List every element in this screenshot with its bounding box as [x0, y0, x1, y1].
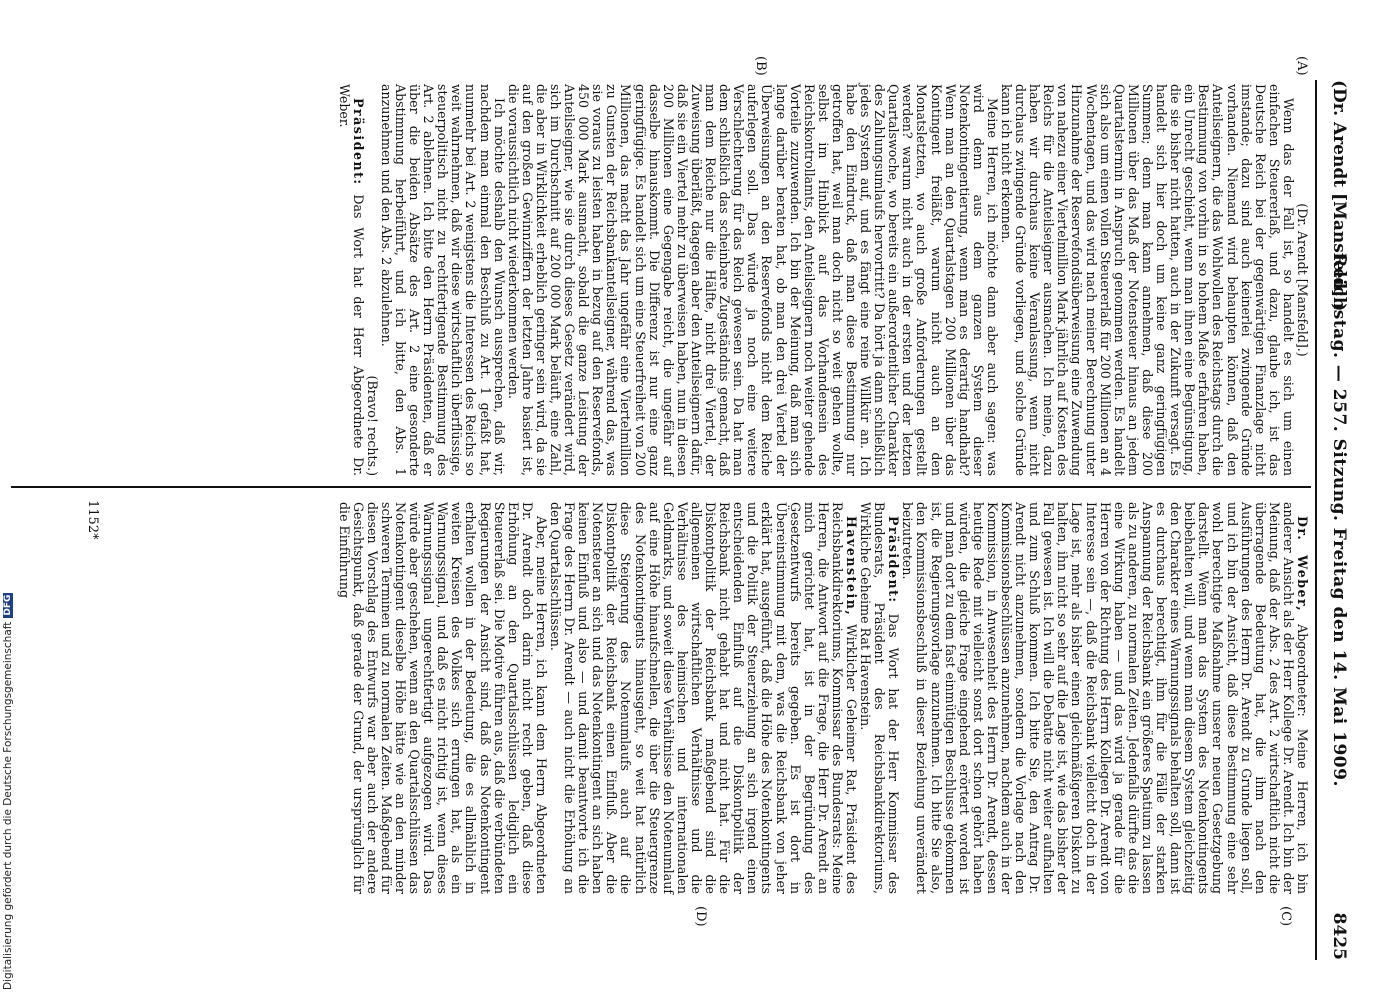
paragraph: Meine Herren, ich möchte dann aber auch sagen: was wird denn aus dem ganzen System dieser Notenkontingentierung, wenn man es derartig handhabt? Wenn man an den Quartalstagen 200 Millionen über das Kontingent freiläßt, warum nicht auch an den Monatsletzten, wo auch große Anforderungen gestellt werden? warum nicht auch in der ersten und der letzten Quartalswoche, wo bereits ein außerordentlicher Charakter des Zahlungsumlaufs hervortritt? Da hört ja dann schließlich jedes System auf, und es fängt eine reine Willkür an. Ich habe den Eindruck, daß man diese Bestimmung nur getroffen hat, weil man doch nicht so weit gehen wollte, selbst im Hinblick auf das Vorhandensein des Reichskontrollamts, den Anteilseignern noch weiter gehende Vorteile zuzuwenden. Ich bin der Meinung, daß man sich lange darüber beraten hat, ob man den drei Viertel der Überweisungen an den Reservefonds nicht dem Reiche auferlegen soll. Das würde ja noch eine weitere Verschlechterung für das Reich gewesen sein. Da hat man dem schließlich das scheinbare Zugeständnis gemacht, daß man dem Reiche nur die Hälfte, nicht drei Viertel, der Zuweisung überläßt, dagegen aber den Anteilseignern dafür, daß sie ein Viertel mehr zu überweisen haben, nun in diesen 200 Millionen eine Gegengabe reicht, die ungefähr auf dasselbe hinauskommt. Die Differenz ist nur eine ganz geringfügige. Es handelt sich um eine Steuerfreiheit von 200 Millionen, das macht das Jahr ungefähr eine Viertelmillion zu Gunsten der Reichsbankanteilseigner, während das, was sie voraus zu leisten haben in bezug auf den Reservefonds, 450 000 Mark ausmacht, sobald die ganze Leistung der Anteilseigner, wie sie durch dieses Gesetz verändert wird, sich im Durchschnitt auf 200 000 Mark beläuft, eine Zahl, die aber in Wirklichkeit erheblich geringer sein wird, da sie auf den großen Gewinnziffern der letzten Jahre basiert ist, die voraussichtlich nicht wiederkommen werden. — [505, 84, 1000, 476]
caption-text: Digitalisierung gefördert durch die Deutsche Forschungsgemeinschaft — [2, 621, 14, 990]
speaker-role: Wirklicher Geheimer Rat, Präsident des Reichsbankdirektoriums, Kommissar des Bundesrats: — [829, 502, 859, 894]
page-number: 8425 — [1329, 912, 1349, 960]
speaker-text: Das Wort hat der Herr Kommissar des Bundesrats, Präsident des Reichsbankdirektoriums, Wirkliche Geheime Rat Havenstein. — [858, 502, 902, 894]
left-column — [337, 84, 1309, 476]
header-title: Reichstag. — 257. Sitzung. Freitag den 14. Mai 1909. — [1329, 253, 1349, 787]
speaker-continuation: (Dr. Arendt [Mansfeld].) — [1295, 203, 1310, 357]
dfg-logo: DFG — [3, 594, 13, 616]
margin-mark-b: (B) — [753, 56, 768, 76]
applause-note: (Bravo! rechts.) — [364, 375, 380, 476]
speaker-label: Präsident: — [886, 516, 902, 604]
paragraph: Meine Herren, die Antwort auf die Frage, die Herr Dr. Arendt an mich gerichtet hat, ist in der Begründung des Gesetzentwurfs bereits gegeben. Es ist dort in Übereinstimmung mit dem, was die Reichsbank von jeher erklärt hat, ausgeführt, daß die Höhe des Notenkontingents und die Politik der Steuerziehung an sich irgend einen entscheidenden Einfluß auf die Diskontpolitik der Reichsbank nicht gehabt hat und nicht hat. Für die Diskontpolitik der Reichsbank maßgebend sind die allgemeinen wirtschaftlichen Verhältnisse und die Verhältnisse des heimischen und internationalen Geldmarkts, und soweit diese Verhältnisse den Notenumlauf auf eine Höhe hinaufschnellen, die über die Steuergrenze des Notenkontingents hinausgeht, so weit hat natürlich diese Steigerung des Notenumlaufs auch auf die Diskontpolitik der Reichsbank einen Einfluß. Aber die Notensteuer an sich und das Notenkontingent an sich haben keinen Einfluß und also — und damit beantworte ich die Frage des Herrn Dr. Arendt — auch nicht die Erhöhung an den Quartalsschlüssen. — [548, 502, 845, 894]
digitization-caption — [2, 593, 14, 990]
president-remark — [337, 84, 365, 476]
paragraph: Wenn das der Fall ist, so handelt es sich um einen einfachen Steuererlaß, und dazu, glaube ich, ist das Deutsche Reich bei der gegenwärtigen Finanzlage nicht imstande; dazu sind auch keinerlei zwingende Gründe vorhanden. Niemand wird behaupten können, daß den Anteilseignern, die das Wohlwollen des Reichstags durch die Bestimmung von vorhin in so hohem Maße erfahren haben, ein Unrecht geschieht, wenn man ihnen eine Begünstigung, die sie bisher nicht hatten, auch in der Zukunft versagt. Es handelt sich hier doch um keine ganz geringfügigen Summen; denn man kann annehmen, daß diese 200 Millionen über das Maß der Notensteuer hinaus an jedem Quartalstermin in Anspruch genommen werden. Es handelt sich also um einen vollen Steuererlaß für 200 Millionen an 4 Wochentagen, und das wird nach meiner Berechnung unter Hinzunahme der Reservefondsüberweisung eine Zuwendung von nahezu einer Viertelmillion Mark jährlich auf Kosten des Reichs für die Anteilseigner ausmachen. Ich meine, dazu haben wir durchaus keine Veranlassung, wenn nicht durchaus zwingende Gründe vorliegen, und solche Gründe kann ich nicht erkennen. — [999, 84, 1296, 476]
sheet-number: 1152* — [85, 500, 100, 540]
header-left: (Dr. Arendt [Mansfeld].) — [1329, 80, 1349, 312]
president-remark — [858, 502, 900, 894]
speaker-name: Havenstein, — [844, 516, 859, 617]
speaker-role: Abgeordneter: — [1295, 624, 1310, 717]
paragraph: Aber, meine Herren, ich kann dem Herrn Abgeordneten Dr. Arendt doch darin nicht recht geben, daß diese Erhöhung an den Quartalsschlüssen lediglich ein Steuererlaß sei. Die Motive führen aus, daß die verbündeten Regierungen der Ansicht sind, daß das Notenkontingent erhalten wollen in der Bedeutung, die es allmählich in weiten Kreisen des Volkes sich errungen hat, als ein Warnungssignal, und daß es nicht richtig ist, wenn dieses Warnungssignal ungerechtfertigt aufgezogen wird. Das würde aber geschehen, wenn an den Quartalsschlüssen das Notenkontingent dieselbe Höhe hätte wie an den minder schweren Terminen und zu normalen Zeiten. Maßgebend für diesen Vorschlag des Entwurfs war aber auch der andere Gesichtspunkt, daß gerade der Grund, der ursprünglich für die Einführung — [336, 502, 549, 894]
right-column — [337, 502, 1309, 894]
column-divider — [11, 486, 1311, 488]
header-rule — [1315, 80, 1317, 960]
speech-opening — [548, 502, 858, 894]
margin-mark-d: (D) — [693, 906, 708, 927]
speaker-name: Dr. Weber, — [1295, 516, 1310, 613]
margin-mark-a: (A) — [1294, 56, 1309, 76]
speaker-label: Präsident: — [350, 98, 366, 186]
margin-mark-c: (C) — [1278, 906, 1293, 927]
speaker-text: Das Wort hat der Herr Abgeordnete Dr. Weber. — [336, 84, 366, 476]
paragraph: Meine Herren, ich bin anderer Ansicht als der Herr Kollege Dr. Arendt. Ich bin der Meinung, daß der Abs. 2 des Art. 2 wirtschaftlich nicht die überragende Bedeutung hat, die ihm nach den Ausführungen des Herrn Dr. Arendt zu Grunde liegen soll, und ich bin der Ansicht, daß diese Bestimmung eine sehr wohl berechtigte Maßnahme unserer neuen Gesetzgebung darstellt. Wenn man das System des Notenkontingents beibehalten will, und wenn man diesem System gleichzeitig den Charakter eines Warnungssignals behalten soll, dann ist es durchaus berechtigt, ihm für die Fälle der starken Anspannung der Reichsbank ein größeres Spatium zu lassen als zu anderen, zu normalen Zeiten. Jedenfalls dürfte das die eine Wirkung haben — und das wird ja gerade für die Herren von der Richtung des Herrn Kollegen Dr. Arendt von Interesse sein —, daß die Reichsbank vielleicht doch in der Lage ist, mehr als bisher einen gleichmäßigeren Diskont zu halten, ihn nicht so sehr auf die Lage ist, wie das bisher der Fall gewesen ist. Ich will die Debatte nicht weiter aufhalten und zum Schluß kommen. Ich bitte Sie, den Antrag Dr. Arendt nicht anzunehmen, sondern die Vorlage nach den Kommissionsbeschlüssen anzunehmen, nachdem auch in der Kommission, in Anwesenheit des Herrn Dr. Arendt, dessen heutige Rede mit vielleicht sonst dort schon gehört haben würden, die gleiche Frage eingehend erörtert worden ist und man dort zu dem fast einmütigen Beschlusse gekommen ist, die Regierungsvorlage anzunehmen. Ich bitte Sie also, den Kommissionsbeschluß in dieser Beziehung unverändert beizutreten. — [900, 502, 1310, 894]
speech-opening — [900, 502, 1309, 894]
running-header — [1323, 80, 1353, 960]
paragraph: Ich möchte deshalb den Wunsch aussprechen, daß wir, nachdem man einmal den Beschluß zu Art. 1 gefaßt hat, nunmehr bei Art. 2 wenigstens die Interessen des Reichs so weit wahrnehmen, daß wir diese wirtschaftlich überflüssige, steuerpolitisch nicht zu rechtfertigende Bestimmung des Art. 2 ablehnen. Ich bitte den Herrn Präsidenten, daß er über die beiden Absätze des Art. 2 eine gesonderte Abstimmung herbeiführt, und ich bitte, den Abs. 1 anzunehmen und den Abs. 2 abzulehnen. — [378, 84, 507, 476]
